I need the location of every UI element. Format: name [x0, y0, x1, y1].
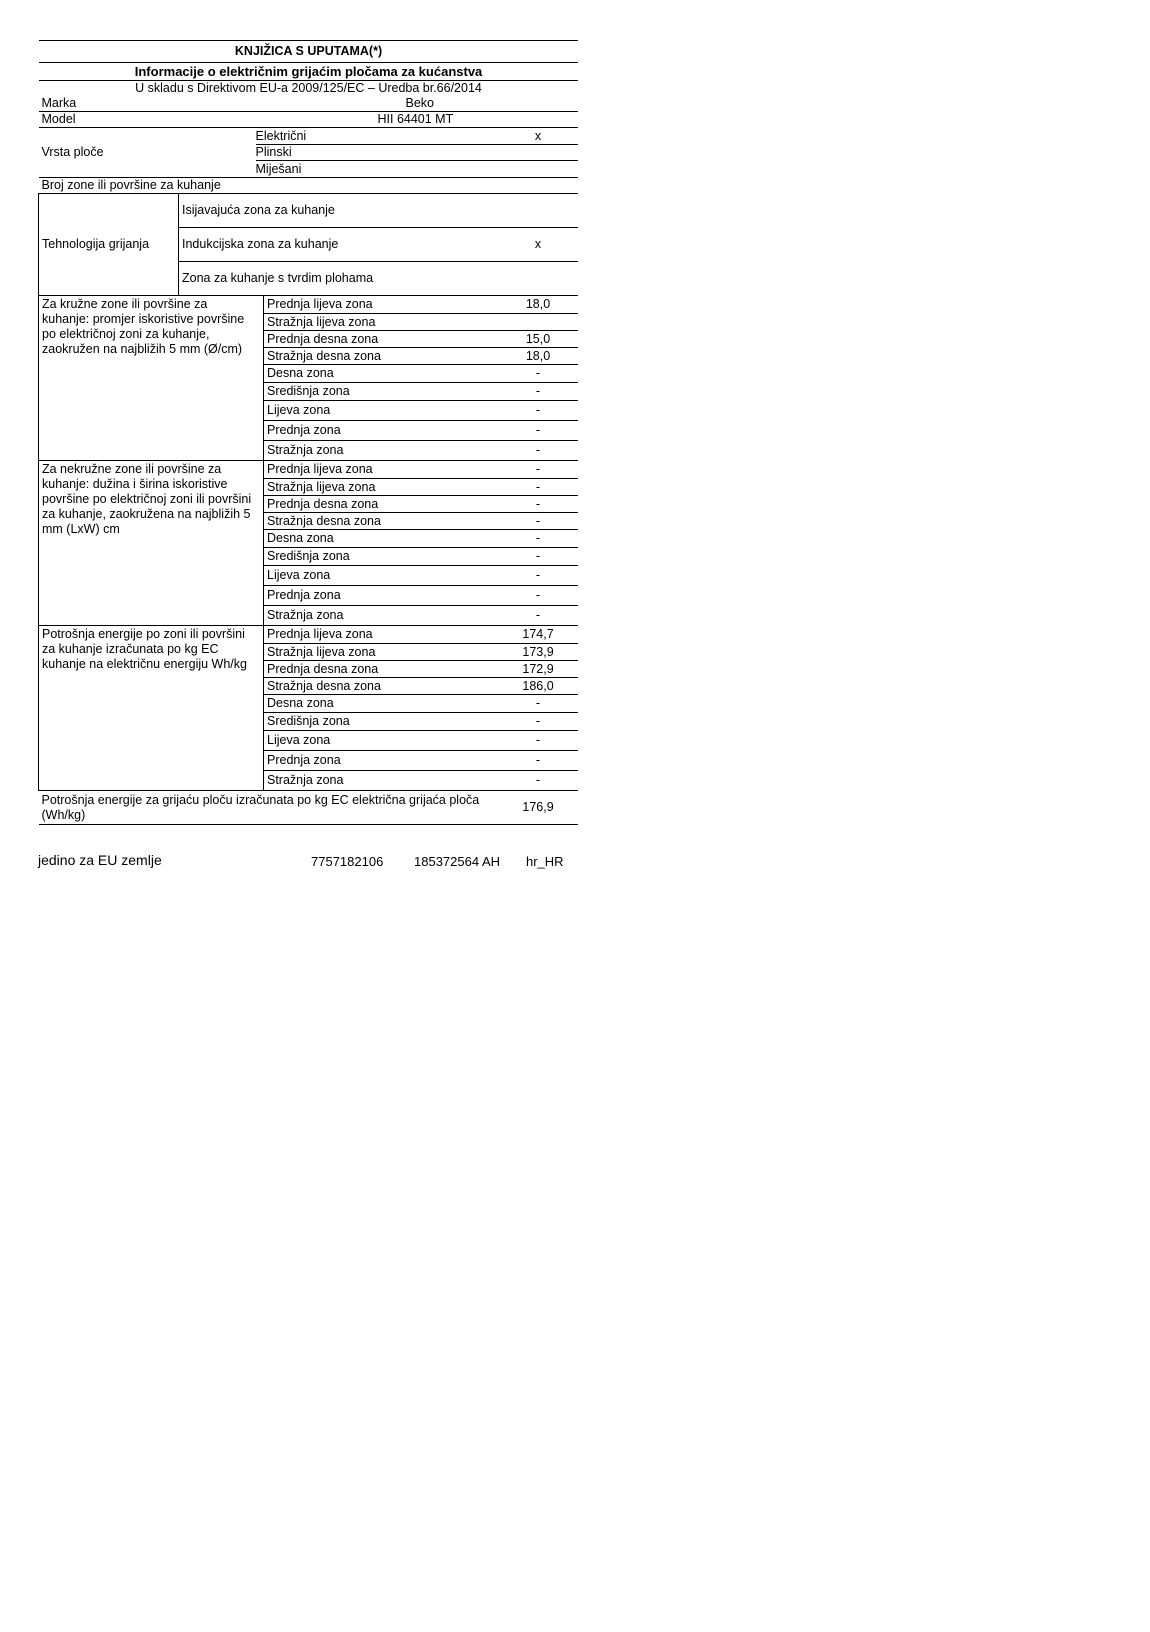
energy-zone-label: Prednja lijeva zona: [264, 626, 518, 644]
noncircular-zone-label: Središnja zona: [264, 548, 518, 566]
noncircular-zone-value: -: [518, 461, 578, 479]
model-label: Model: [39, 112, 256, 128]
energy-zone-label: Stražnja zona: [264, 771, 518, 791]
energy-zone-value: 186,0: [518, 678, 578, 695]
brand-value: Beko: [256, 96, 578, 112]
noncircular-zone-value: -: [535, 608, 541, 622]
circular-zone-label: Desna zona: [264, 365, 518, 383]
footer-code-1: 7757182106: [311, 854, 384, 869]
noncircular-zone-label: Prednja desna zona: [264, 496, 518, 513]
circular-zone-row: [39, 296, 578, 314]
energy-zone-label: Stražnja desna zona: [264, 678, 518, 695]
energy-zone-label: Prednja desna zona: [264, 661, 518, 678]
heating-tech-option: Indukcijska zona za kuhanje: [179, 228, 518, 262]
energy-zone-label: Desna zona: [264, 695, 518, 713]
energy-zone-label: Stražnja lijeva zona: [264, 644, 518, 661]
noncircular-zone-value: -: [518, 496, 578, 513]
circular-zone-label: Prednja desna zona: [264, 331, 518, 348]
noncircular-zone-label: Stražnja desna zona: [264, 513, 518, 530]
energy-zone-value: -: [518, 751, 578, 771]
noncircular-zone-value: -: [518, 566, 578, 586]
energy-zone-value: -: [518, 731, 578, 751]
energy-info-sheet: [38, 40, 577, 825]
energy-zone-value: 173,9: [518, 644, 578, 661]
model-value: HII 64401 MT: [256, 112, 578, 128]
info-table: [38, 40, 578, 825]
heating-tech-value: [518, 194, 578, 228]
heating-tech-option: Zona za kuhanje s tvrdim plohama: [179, 262, 518, 296]
noncircular-zone-value: -: [518, 548, 578, 566]
circular-zone-label: Stražnja lijeva zona: [264, 314, 518, 331]
circular-zone-value: 18,0: [518, 296, 578, 314]
circular-zone-label: Prednja zona: [264, 421, 518, 441]
circular-zone-value: -: [518, 365, 578, 383]
energy-zone-value: -: [535, 773, 541, 787]
heating-tech-value: x: [518, 228, 578, 262]
noncircular-zone-label: Prednja lijeva zona: [264, 461, 518, 479]
circular-zone-label: Prednja lijeva zona: [264, 296, 518, 314]
brand-label: Marka: [39, 96, 256, 112]
noncircular-zone-value: -: [518, 586, 578, 606]
noncircular-zone-label: Stražnja lijeva zona: [264, 479, 518, 496]
hob-type-value: x: [518, 128, 578, 145]
zone-count-label: Broj zone ili površine za kuhanje: [39, 178, 518, 194]
circular-zone-label: Stražnja desna zona: [264, 348, 518, 365]
noncircular-zone-section-label: Za nekružne zone ili površine za kuhanje: dužina i širina iskoristive površine po električnoj zoni ili površini za kuhanje, zaokružena na najbližih 5 mm (LxW) cm: [39, 461, 264, 626]
noncircular-zone-value: -: [518, 530, 578, 548]
regulation-text: U skladu s Direktivom EU-a 2009/125/EC – Uredba br.66/2014: [135, 81, 482, 95]
circular-zone-value: -: [518, 383, 578, 401]
noncircular-zone-label: Lijeva zona: [264, 566, 518, 586]
energy-zone-row: [39, 626, 578, 644]
circular-zone-label: Središnja zona: [264, 383, 518, 401]
energy-zone-label: Središnja zona: [264, 713, 518, 731]
hob-type-option: Električni: [256, 128, 518, 145]
hob-type-value: [518, 161, 578, 178]
footer-note: jedino za EU zemlje: [38, 852, 162, 868]
energy-zone-label: Lijeva zona: [264, 731, 518, 751]
energy-total-label: Potrošnja energije za grijaću ploču izračunata po kg EC električna grijaća ploča (Wh/kg): [39, 791, 518, 825]
zone-count-value: [518, 178, 578, 194]
circular-zone-value: 15,0: [518, 331, 578, 348]
energy-zone-value: 172,9: [518, 661, 578, 678]
circular-zone-value: -: [518, 421, 578, 441]
hob-type-label: Vrsta ploče: [39, 128, 256, 178]
energy-zone-value: -: [518, 695, 578, 713]
noncircular-zone-row: [39, 461, 578, 479]
energy-total-value: 176,9: [518, 791, 578, 825]
sheet-subtitle: Informacije o električnim grijaćim pločama za kućanstva: [39, 63, 578, 81]
heating-tech-value: [518, 262, 578, 296]
noncircular-zone-value: -: [518, 479, 578, 496]
hob-type-option: Plinski: [256, 145, 518, 161]
circular-zone-value: -: [535, 443, 541, 457]
hob-type-value: [518, 145, 578, 161]
circular-zone-section-label: Za kružne zone ili površine za kuhanje: promjer iskoristive površine po električnoj zoni za kuhanje, zaokružen na najbližih 5 mm (Ø/cm): [39, 296, 264, 461]
circular-zone-label: Stražnja zona: [264, 441, 518, 461]
circular-zone-value: 18,0: [518, 348, 578, 365]
energy-zone-label: Prednja zona: [264, 751, 518, 771]
heating-tech-option: Isijavajuća zona za kuhanje: [179, 194, 518, 228]
noncircular-zone-label: Prednja zona: [264, 586, 518, 606]
energy-zone-value: 174,7: [518, 626, 578, 644]
circular-zone-label: Lijeva zona: [264, 401, 518, 421]
footer-locale: hr_HR: [526, 854, 564, 869]
circular-zone-value: [518, 314, 578, 331]
energy-zone-value: -: [518, 713, 578, 731]
footer-code-2: 185372564 AH: [414, 854, 501, 869]
noncircular-zone-label: Desna zona: [264, 530, 518, 548]
hob-type-option: Miješani: [256, 161, 518, 178]
circular-zone-value: -: [518, 401, 578, 421]
noncircular-zone-value: -: [518, 513, 578, 530]
heating-tech-label: Tehnologija grijanja: [39, 194, 179, 296]
noncircular-zone-label: Stražnja zona: [264, 606, 518, 626]
energy-zone-section-label: Potrošnja energije po zoni ili površini za kuhanje izračunata po kg EC kuhanje na električnu energiju Wh/kg: [39, 626, 264, 791]
sheet-title: KNJIŽICA S UPUTAMA(*): [39, 41, 578, 63]
